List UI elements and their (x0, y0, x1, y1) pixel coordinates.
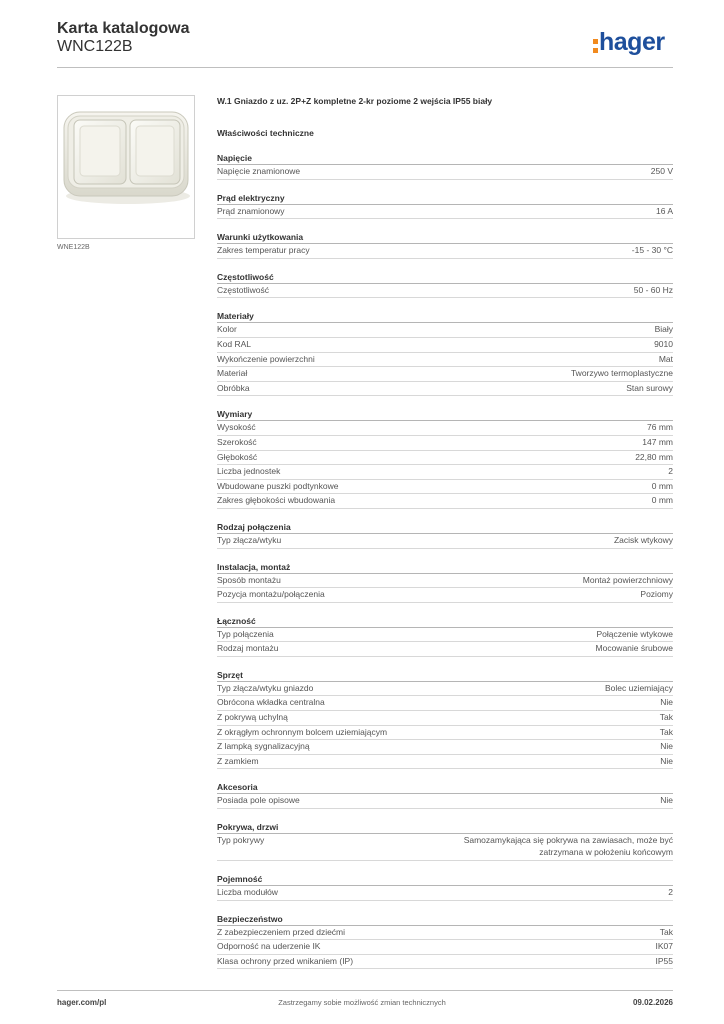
section-heading: Bezpieczeństwo (217, 914, 673, 926)
spec-section (217, 782, 673, 809)
section-heading: Materiały (217, 311, 673, 323)
logo-dots-icon (593, 36, 598, 56)
spec-section (217, 522, 673, 549)
spec-row (217, 955, 673, 970)
spec-section (217, 616, 673, 657)
spec-label: Obróbka (217, 382, 250, 393)
spec-row (217, 244, 673, 259)
section-heading: Warunki użytkowania (217, 232, 673, 244)
section-heading: Pokrywa, drzwi (217, 822, 673, 834)
section-heading: Prąd elektryczny (217, 193, 673, 205)
section-heading: Częstotliwość (217, 272, 673, 284)
spec-value: Montaż powierzchniowy (582, 574, 673, 585)
spec-value: 147 mm (642, 436, 673, 447)
spec-label: Pozycja montażu/połączenia (217, 589, 325, 600)
spec-row (217, 726, 673, 741)
spec-label: Sposób montażu (217, 574, 281, 585)
spec-value: IP55 (655, 955, 673, 966)
spec-label: Posiada pole opisowe (217, 795, 300, 806)
spec-label: Wysokość (217, 422, 256, 433)
spec-row (217, 834, 673, 861)
spec-value: Biały (654, 324, 673, 335)
spec-label: Klasa ochrony przed wnikaniem (IP) (217, 955, 354, 966)
spec-row (217, 574, 673, 589)
spec-value: 2 (668, 887, 673, 898)
logo-text: hager (599, 28, 665, 56)
spec-section (217, 409, 673, 509)
spec-value: 0 mm (651, 480, 673, 491)
spec-value: Mocowanie śrubowe (595, 643, 673, 654)
product-code: WNC122B (57, 38, 133, 55)
spec-value: 50 - 60 Hz (633, 284, 673, 295)
spec-value: Nie (660, 755, 673, 766)
socket-illustration (58, 96, 194, 238)
spec-row (217, 711, 673, 726)
spec-label: Prąd znamionowy (217, 205, 285, 216)
spec-value: 2 (668, 466, 673, 477)
spec-label: Liczba jednostek (217, 466, 281, 477)
spec-section (217, 562, 673, 603)
spec-row (217, 323, 673, 338)
spec-row (217, 338, 673, 353)
spec-label: Kolor (217, 324, 237, 335)
spec-value: Stan surowy (626, 382, 673, 393)
spec-value: Nie (660, 795, 673, 806)
section-heading: Akcesoria (217, 782, 673, 794)
spec-value: Poziomy (640, 589, 673, 600)
section-heading: Rodzaj połączenia (217, 522, 673, 534)
spec-row (217, 284, 673, 299)
spec-label: Z lampką sygnalizacyjną (217, 741, 310, 752)
footer-divider (57, 990, 673, 991)
spec-label: Z zamkiem (217, 755, 259, 766)
spec-row (217, 165, 673, 180)
section-heading: Instalacja, montaż (217, 562, 673, 574)
spec-section (217, 914, 673, 970)
spec-row (217, 740, 673, 755)
spec-section (217, 670, 673, 770)
spec-label: Typ połączenia (217, 628, 274, 639)
spec-label: Odporność na uderzenie IK (217, 941, 321, 952)
spec-label: Wbudowane puszki podtynkowe (217, 480, 339, 491)
spec-value: Mat (658, 353, 673, 364)
spec-label: Napięcie znamionowe (217, 166, 301, 176)
spec-value: Nie (660, 697, 673, 708)
spec-value: Tak (659, 726, 673, 737)
spec-label: Kod RAL (217, 338, 252, 349)
spec-value: Tak (659, 712, 673, 723)
spec-row (217, 886, 673, 901)
image-caption: WNE122B (57, 244, 90, 251)
spec-label: Liczba modułów (217, 887, 278, 898)
spec-label: Zakres temperatur pracy (217, 245, 310, 256)
section-heading: Pojemność (217, 874, 673, 886)
spec-row (217, 465, 673, 480)
spec-section (217, 272, 673, 299)
product-image (57, 95, 195, 239)
spec-section (217, 822, 673, 861)
footer-disclaimer: Zastrzegamy sobie możliwość zmian technicznych (278, 998, 446, 1007)
spec-row (217, 682, 673, 697)
spec-label: Z okrągłym ochronnym bolcem uziemiającym (217, 726, 388, 737)
spec-label: Wykończenie powierzchni (217, 353, 315, 364)
spec-row (217, 382, 673, 397)
spec-value: IK07 (655, 941, 673, 952)
spec-value: Tak (659, 926, 673, 937)
spec-value: Połączenie wtykowe (596, 628, 673, 639)
spec-value: 250 V (650, 166, 673, 176)
spec-value: Bolec uziemiający (604, 682, 673, 693)
spec-row (217, 588, 673, 603)
spec-label: Zakres głębokości wbudowania (217, 495, 336, 506)
section-heading: Napięcie (217, 153, 673, 165)
spec-row (217, 367, 673, 382)
product-title: W.1 Gniazdo z uz. 2P+Z kompletne 2-kr poziome 2 wejścia IP55 biały (217, 96, 493, 106)
spec-label: Rodzaj montażu (217, 643, 279, 654)
spec-row (217, 794, 673, 809)
section-heading: Sprzęt (217, 670, 673, 682)
spec-label: Typ pokrywy (217, 835, 265, 846)
hager-logo (593, 25, 665, 59)
spec-section (217, 153, 673, 180)
footer-website: hager.com/pl (57, 998, 107, 1007)
spec-value: 22,80 mm (635, 451, 673, 462)
spec-label: Materiał (217, 368, 248, 379)
spec-row (217, 642, 673, 657)
spec-row (217, 940, 673, 955)
properties-title: Właściwości techniczne (217, 128, 314, 138)
spec-value: 76 mm (647, 422, 673, 433)
section-heading: Wymiary (217, 409, 673, 421)
spec-label: Obrócona wkładka centralna (217, 697, 325, 708)
spec-label: Typ złącza/wtyku gniazdo (217, 682, 314, 693)
header-divider (57, 67, 673, 68)
spec-row (217, 205, 673, 220)
spec-section (217, 193, 673, 220)
spec-value: Samozamykająca się pokrywa na zawiasach, może być zatrzymana w położeniu końcowym (463, 835, 673, 857)
spec-value: Zacisk wtykowy (613, 534, 673, 545)
spec-row (217, 480, 673, 495)
spec-sections (217, 153, 673, 969)
spec-label: Typ złącza/wtyku (217, 534, 282, 545)
section-heading: Łączność (217, 616, 673, 628)
footer-date: 09.02.2026 (632, 998, 673, 1007)
spec-section (217, 232, 673, 259)
spec-value: 16 A (655, 205, 673, 216)
spec-content (217, 96, 673, 969)
spec-value: Nie (660, 741, 673, 752)
spec-value: -15 - 30 °C (631, 245, 673, 256)
spec-label: Z pokrywą uchylną (217, 712, 288, 723)
spec-label: Z zabezpieczeniem przed dziećmi (217, 926, 346, 937)
spec-label: Częstotliwość (217, 284, 269, 295)
spec-section (217, 311, 673, 396)
spec-value: Tworzywo termoplastyczne (570, 368, 673, 379)
spec-section (217, 874, 673, 901)
spec-row (217, 353, 673, 368)
spec-row (217, 628, 673, 643)
spec-row (217, 436, 673, 451)
spec-row (217, 494, 673, 509)
spec-row (217, 755, 673, 770)
spec-value: 9010 (654, 338, 673, 349)
spec-row (217, 534, 673, 549)
spec-label: Głębokość (217, 451, 258, 462)
spec-row (217, 696, 673, 711)
spec-label: Szerokość (217, 436, 257, 447)
page-title: Karta katalogowa (57, 20, 190, 37)
spec-row (217, 451, 673, 466)
spec-row (217, 421, 673, 436)
spec-row (217, 926, 673, 941)
spec-value: 0 mm (651, 495, 673, 506)
